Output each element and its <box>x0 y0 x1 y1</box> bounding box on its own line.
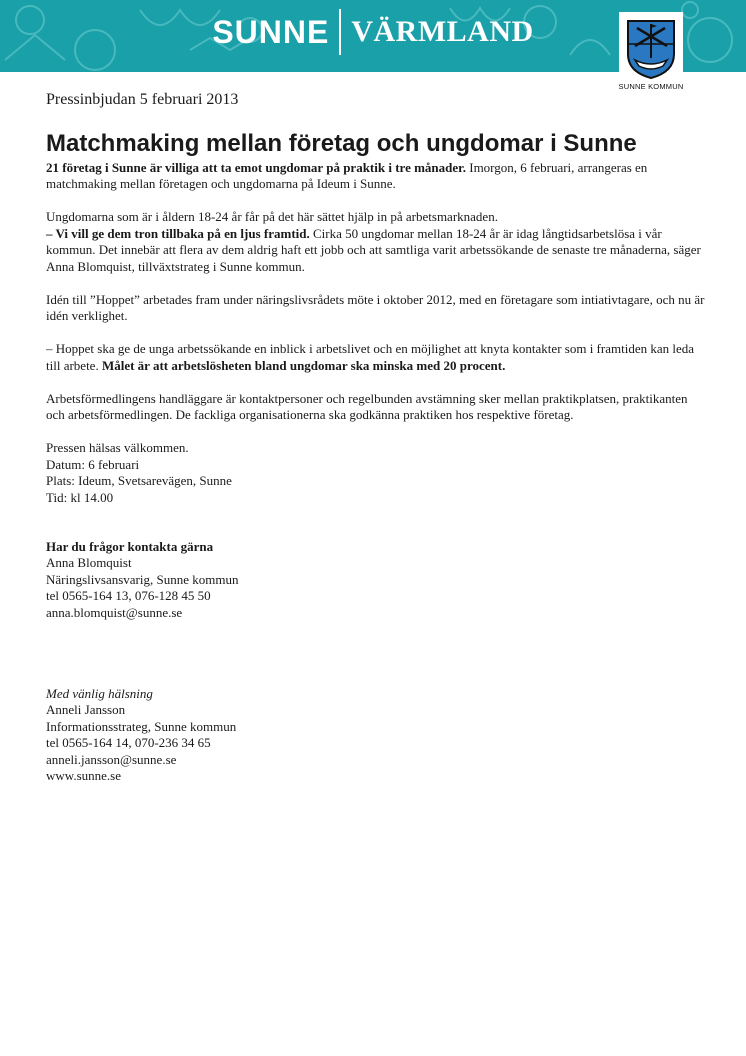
quote-rest: Cirka 50 ungdomar mellan 18-24 år är idag långtidsarbetslösa i vår kommun. Det innebär att flera av dem aldrig haft ett jobb och att samtliga varit arbetssökande de senaste tre månaderna, säger Anna Blomquist, tillväxtstrateg i Sunne kommun. <box>46 225 701 274</box>
shield-icon <box>625 18 677 80</box>
logo-caption: SUNNE KOMMUN <box>618 82 684 91</box>
goal-bold: Målet är att arbetslösheten bland ungdomar ska minska med 20 procent. <box>101 357 506 373</box>
headline: Matchmaking mellan företag och ungdomar i Sunne <box>46 129 637 157</box>
event-date: Datum: 6 februari <box>46 456 140 472</box>
event-welcome: Pressen hälsas välkommen. <box>46 440 189 455</box>
event-details <box>46 440 706 506</box>
signoff-title: Informationsstrateg, Sunne kommun <box>46 718 237 734</box>
paragraph-quote-intro: Ungdomarna som är i åldern 18-24 år får på det här sättet hjälp in på arbetsmarknaden. <box>46 209 498 224</box>
paragraph-employment-office: Arbetsförmedlingens handläggare är kontaktpersoner och regelbunden avstämning sker mellan praktikplatsen, praktikanten och arbetsförmedlingen. De fackliga organisationerna ska godkänna praktiken hos respektive företag. <box>46 390 688 422</box>
contact-email[interactable]: anna.blomquist@sunne.se <box>46 604 183 620</box>
contact-heading: Har du frågor kontakta gärna <box>46 538 214 554</box>
contact-block <box>46 539 706 622</box>
goal-text: – Hoppet ska ge de unga arbetssökande en inblick i arbetslivet och en möjlighet att knyta kontakter som i framtiden kan leda till arbete. <box>46 341 695 373</box>
signoff-name: Anneli Jansson <box>46 702 126 717</box>
contact-title: Näringslivsansvarig, Sunne kommun <box>46 571 239 587</box>
signoff-email[interactable]: anneli.jansson@sunne.se <box>46 751 177 767</box>
event-time: Tid: kl 14.00 <box>46 489 114 505</box>
quote-bold: – Vi vill ge dem tron tillbaka på en ljus framtid. <box>46 225 310 241</box>
brand-sunne: SUNNE <box>212 13 330 50</box>
paragraph-quote <box>46 209 706 275</box>
signoff-greeting: Med vänlig hälsning <box>46 685 153 701</box>
event-place: Plats: Ideum, Svetsarevägen, Sunne <box>46 473 232 488</box>
contact-phone: tel 0565-164 13, 076-128 45 50 <box>46 588 211 603</box>
signoff-block <box>46 686 706 785</box>
signoff-phone: tel 0565-164 14, 070-236 34 65 <box>46 735 211 750</box>
signoff-website[interactable]: www.sunne.se <box>46 768 121 783</box>
contact-name: Anna Blomquist <box>46 555 132 570</box>
lead-bold: 21 företag i Sunne är villiga att ta emot ungdomar på praktik i tre månader. <box>46 159 466 175</box>
paragraph-idea: Idén till ”Hoppet” arbetades fram under näringslivsrådets möte i oktober 2012, med en företagare som intiativtagare, och nu är idén verklighet. <box>46 291 705 323</box>
brand-divider <box>339 9 341 55</box>
brand-varmland: VÄRMLAND <box>351 15 534 48</box>
lead-rest: Imorgon, 6 februari, arrangeras en matchmaking mellan företagen och ungdomarna på Ideum i Sunne. <box>46 159 648 191</box>
date-line: Pressinbjudan 5 februari 2013 <box>46 91 239 108</box>
paragraph-goal <box>46 341 706 374</box>
lead-paragraph <box>46 160 706 193</box>
press-release <box>46 90 706 801</box>
